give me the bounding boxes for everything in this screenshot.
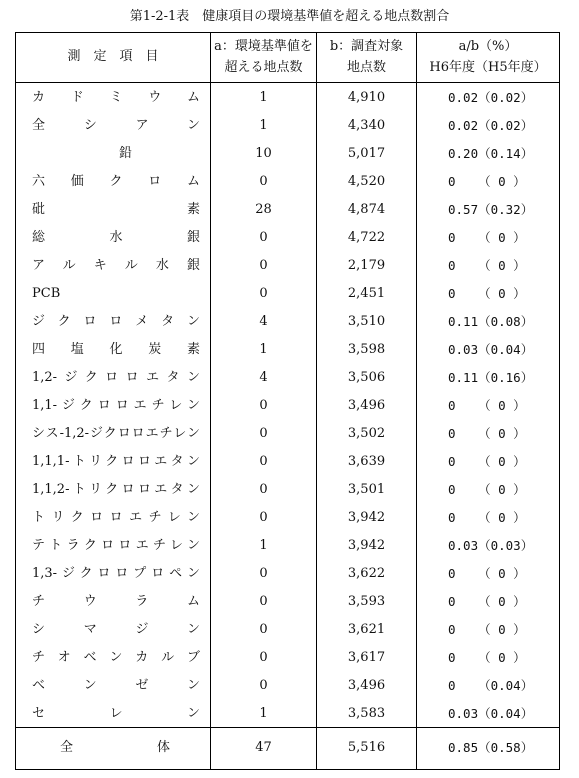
row-count-b: 4,722: [347, 230, 386, 245]
row-item-name: 四塩化炭素: [32, 342, 200, 357]
row-count-b: 5,017: [347, 146, 386, 161]
row-ratio: 0 （ 0 ）: [448, 258, 526, 273]
row-count-b: 2,179: [347, 258, 386, 273]
row-ratio: 0.02（0.02）: [448, 90, 534, 105]
row-ratio: 0.03（0.04）: [448, 706, 534, 721]
row-ratio: 0 （ 0 ）: [448, 566, 526, 581]
total-label: 全体: [60, 740, 170, 755]
row-item-name: チウラム: [32, 594, 200, 609]
row-count-b: 3,942: [347, 538, 386, 553]
row-item-name: 1,1,1-トリクロロエタン: [32, 454, 200, 469]
header-item-label: 測 定 項 目: [67, 49, 159, 64]
row-count-b: 3,593: [347, 594, 386, 609]
row-count-a: 0: [259, 230, 268, 245]
header-count-b-line1: b：調査対象: [329, 39, 404, 54]
row-count-a: 4: [259, 370, 268, 385]
data-table: [15, 32, 560, 770]
row-count-a: 0: [259, 482, 268, 497]
row-ratio: 0.03（0.03）: [448, 538, 534, 553]
table-border-right: [559, 32, 560, 770]
row-count-a: 0: [259, 566, 268, 581]
row-item-name: シス-1,2-ジクロロエチレン: [32, 426, 200, 441]
row-count-a: 0: [259, 426, 268, 441]
row-ratio: 0 （ 0 ）: [448, 174, 526, 189]
row-ratio: 0 （ 0 ）: [448, 622, 526, 637]
row-count-a: 10: [255, 146, 272, 161]
row-count-a: 1: [259, 706, 268, 721]
row-count-a: 0: [259, 174, 268, 189]
row-count-b: 4,910: [347, 90, 386, 105]
row-count-b: 3,501: [347, 482, 386, 497]
row-item-name: 全シアン: [32, 118, 200, 133]
row-item-name: 総水銀: [32, 230, 200, 245]
row-count-a: 4: [259, 314, 268, 329]
row-count-a: 0: [259, 454, 268, 469]
row-count-a: 1: [259, 118, 268, 133]
row-count-a: 0: [259, 622, 268, 637]
row-ratio: 0 （ 0 ）: [448, 594, 526, 609]
row-count-b: 2,451: [347, 286, 386, 301]
row-item-name: シマジン: [32, 622, 200, 637]
row-item-name: 1,1-ジクロロエチレン: [32, 398, 200, 413]
row-count-b: 3,506: [347, 370, 386, 385]
row-ratio: 0 （ 0 ）: [448, 230, 526, 245]
row-count-b: 4,520: [347, 174, 386, 189]
row-ratio: 0.02（0.02）: [448, 118, 534, 133]
row-item-name: トリクロロエチレン: [32, 510, 200, 525]
row-ratio: 0 （ 0 ）: [448, 426, 526, 441]
header-count-a-line1: a：環境基準値を: [214, 39, 313, 54]
row-count-b: 3,496: [347, 398, 386, 413]
row-item-name: 砒素: [32, 202, 200, 217]
row-count-a: 0: [259, 594, 268, 609]
row-count-b: 3,502: [347, 426, 386, 441]
row-item-name: 鉛: [118, 146, 132, 161]
header-ratio: [417, 36, 559, 78]
row-count-b: 4,340: [347, 118, 386, 133]
row-count-a: 0: [259, 678, 268, 693]
row-count-a: 0: [259, 650, 268, 665]
column-divider: [416, 32, 417, 770]
row-count-a: 28: [255, 202, 272, 217]
table-title: 第1-2-1表 健康項目の環境基準値を超える地点数割合: [129, 9, 450, 24]
header-count-a-line2: 超える地点数: [224, 60, 303, 75]
row-ratio: 0.11（0.16）: [448, 370, 534, 385]
row-count-a: 0: [259, 398, 268, 413]
row-item-name: 1,1,2-トリクロロエタン: [32, 482, 200, 497]
total-count-b: 5,516: [347, 740, 386, 755]
row-count-a: 0: [259, 286, 268, 301]
row-item-name: セレン: [32, 706, 200, 721]
table-border-left: [15, 32, 16, 770]
row-count-a: 1: [259, 90, 268, 105]
total-ratio: 0.85（0.58）: [448, 740, 534, 755]
row-count-a: 1: [259, 342, 268, 357]
row-item-name: カドミウム: [32, 90, 200, 105]
row-ratio: 0 （ 0 ）: [448, 454, 526, 469]
row-item-name: ベンゼン: [32, 678, 200, 693]
row-ratio: 0.20（0.14）: [448, 146, 534, 161]
header-count-a: [211, 36, 316, 78]
row-item-name: 六価クロム: [32, 174, 200, 189]
table-border-top: [15, 32, 560, 33]
row-count-b: 3,639: [347, 454, 386, 469]
row-item-name: アルキル水銀: [32, 258, 200, 273]
row-ratio: 0.11（0.08）: [448, 314, 534, 329]
row-ratio: 0.03（0.04）: [448, 342, 534, 357]
row-item-name: 1,3-ジクロロプロペン: [32, 566, 200, 581]
row-count-b: 3,617: [347, 650, 386, 665]
header-count-b: [317, 36, 416, 78]
row-count-a: 0: [259, 510, 268, 525]
table-border-bottom: [15, 769, 560, 770]
row-count-b: 3,510: [347, 314, 386, 329]
row-count-b: 3,621: [347, 622, 386, 637]
row-count-b: 3,496: [347, 678, 386, 693]
row-count-b: 3,942: [347, 510, 386, 525]
row-count-b: 3,598: [347, 342, 386, 357]
row-ratio: 0.57（0.32）: [448, 202, 534, 217]
row-ratio: 0 （ 0 ）: [448, 482, 526, 497]
row-item-name: テトラクロロエチレン: [32, 538, 200, 553]
header-count-b-line2: 地点数: [346, 60, 386, 75]
row-count-a: 1: [259, 538, 268, 553]
row-count-b: 3,583: [347, 706, 386, 721]
row-ratio: 0 （ 0 ）: [448, 510, 526, 525]
row-count-a: 0: [259, 258, 268, 273]
header-ratio-line2: H6年度（H5年度）: [429, 60, 547, 75]
header-ratio-line1: a/b（%）: [458, 39, 518, 54]
row-item-name: ジクロロメタン: [32, 314, 200, 329]
row-count-b: 3,622: [347, 566, 386, 581]
row-item-name: チオベンカルブ: [32, 650, 200, 665]
header-divider: [15, 82, 560, 83]
row-item-name: 1,2-ジクロロエタン: [32, 370, 200, 385]
header-item: [16, 36, 210, 78]
row-ratio: 0 （ 0 ）: [448, 650, 526, 665]
total-count-a: 47: [255, 740, 272, 755]
row-ratio: 0 （ 0 ）: [448, 398, 526, 413]
row-item-name: PCB: [32, 286, 61, 301]
row-ratio: 0 （ 0 ）: [448, 286, 526, 301]
row-count-b: 4,874: [347, 202, 386, 217]
row-ratio: 0 （0.04）: [448, 678, 534, 693]
